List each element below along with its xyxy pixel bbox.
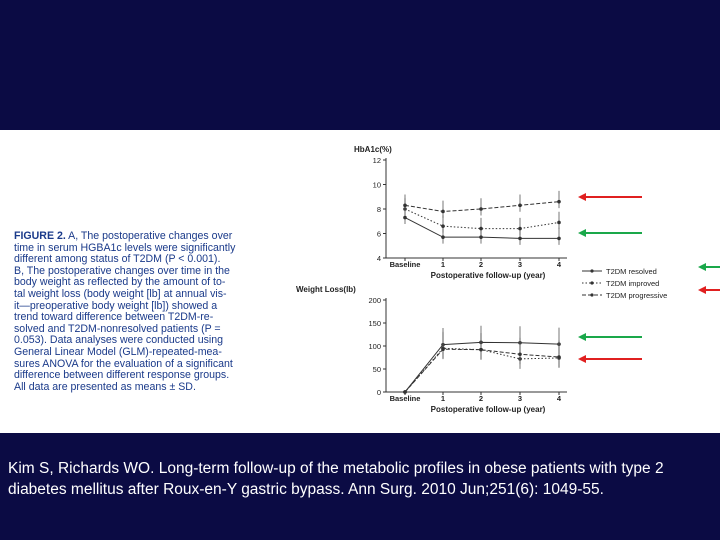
caption-line: solved and T2DM-nonresolved patients (P =	[14, 322, 221, 335]
arrow-head	[578, 193, 586, 201]
data-point	[441, 224, 445, 228]
x-axis-label: Postoperative follow-up (year)	[430, 405, 546, 414]
legend	[582, 267, 667, 300]
data-point	[518, 352, 522, 356]
arrow-head	[698, 263, 706, 271]
data-point	[479, 348, 483, 352]
data-point	[557, 200, 561, 204]
caption-line: it—preoperative body weight [lb]) showed a	[14, 299, 218, 312]
data-point	[403, 390, 407, 394]
x-tick-label: 3	[517, 394, 523, 403]
data-point	[403, 216, 407, 220]
y-tick-label: 12	[372, 156, 381, 165]
data-point	[403, 204, 407, 208]
arrow-head	[698, 286, 706, 294]
y-tick-label: 50	[372, 365, 381, 374]
legend-label: T2DM resolved	[606, 267, 657, 276]
y-tick-label: 4	[376, 254, 381, 263]
legend-marker	[590, 281, 593, 284]
x-tick-label: Baseline	[389, 394, 421, 403]
caption-line: difference between different response groups.	[14, 369, 230, 382]
y-tick-label: 10	[372, 180, 381, 190]
caption-line: General Linear Model (GLM)-repeated-mea-	[14, 345, 222, 358]
series-line	[405, 348, 559, 392]
data-point	[518, 204, 522, 208]
data-point	[479, 235, 483, 239]
annotation-arrows	[578, 193, 720, 363]
legend-label: T2DM progressive	[606, 291, 668, 300]
x-tick-label: 3	[517, 260, 523, 269]
caption-line: sures ANOVA for the evaluation of a significant	[14, 357, 233, 370]
x-tick-label: 4	[556, 394, 562, 403]
y-tick-label: 150	[368, 319, 381, 328]
x-tick-label: 1	[440, 394, 446, 403]
data-point	[479, 227, 483, 231]
legend-label: T2DM improved	[606, 279, 660, 288]
caption-line: body weight as reflected by the amount of to-	[14, 276, 226, 289]
hba1c-chart	[354, 145, 567, 280]
caption-label: FIGURE 2.	[14, 230, 66, 242]
data-point	[518, 227, 522, 231]
data-point	[557, 355, 561, 359]
x-tick-label: 2	[478, 394, 484, 403]
y-tick-label: 8	[376, 205, 381, 214]
data-point	[441, 347, 445, 351]
x-tick-label: 2	[478, 260, 484, 269]
series-line	[405, 349, 559, 392]
citation-text: Kim S, Richards WO. Long-term follow-up of the metabolic profiles in obese patients with type 2 diabetes mellitus after Roux-en-Y gastric bypass. Ann Surg. 2010 Jun;251(6): 1049-55.	[8, 460, 664, 498]
series-line	[405, 209, 559, 229]
charts-svg	[0, 130, 720, 433]
data-point	[557, 237, 561, 241]
chart-title: HbA1c(%)	[354, 145, 392, 154]
figure-panel	[0, 130, 720, 433]
caption-line: 0.053). Data analyses were conducted using	[14, 334, 224, 347]
caption-line: time in serum HGBA1c levels were significantly	[14, 241, 236, 254]
arrow-head	[578, 333, 586, 341]
data-point	[518, 237, 522, 241]
y-tick-label: 6	[376, 229, 381, 239]
data-point	[479, 207, 483, 211]
weight-loss-chart	[296, 285, 567, 414]
legend-marker	[590, 293, 593, 296]
chart-title: Weight Loss(lb)	[296, 285, 356, 294]
arrow-head	[578, 229, 586, 237]
x-tick-label: 1	[440, 260, 446, 269]
caption-line: All data are presented as means ± SD.	[14, 380, 196, 393]
y-tick-label: 200	[368, 296, 381, 305]
slide-header-area	[0, 0, 720, 130]
y-tick-label: 100	[368, 342, 381, 351]
y-tick-label: 0	[376, 388, 381, 397]
data-point	[441, 235, 445, 239]
legend-marker	[590, 269, 593, 272]
caption-line: tal weight loss (body weight [lb] at annual vis-	[14, 287, 227, 300]
caption-line: different among status of T2DM (P < 0.001).	[14, 253, 221, 266]
data-point	[441, 210, 445, 214]
arrow-head	[578, 355, 586, 363]
data-point	[557, 221, 561, 225]
x-tick-label: Baseline	[389, 260, 421, 269]
caption-line: B, The postoperative changes over time in the	[14, 264, 230, 277]
x-axis-label: Postoperative follow-up (year)	[430, 271, 546, 280]
caption-line: A, The postoperative changes over	[65, 230, 233, 242]
caption-line: trend toward difference between T2DM-re-	[14, 311, 214, 324]
x-tick-label: 4	[556, 260, 562, 269]
